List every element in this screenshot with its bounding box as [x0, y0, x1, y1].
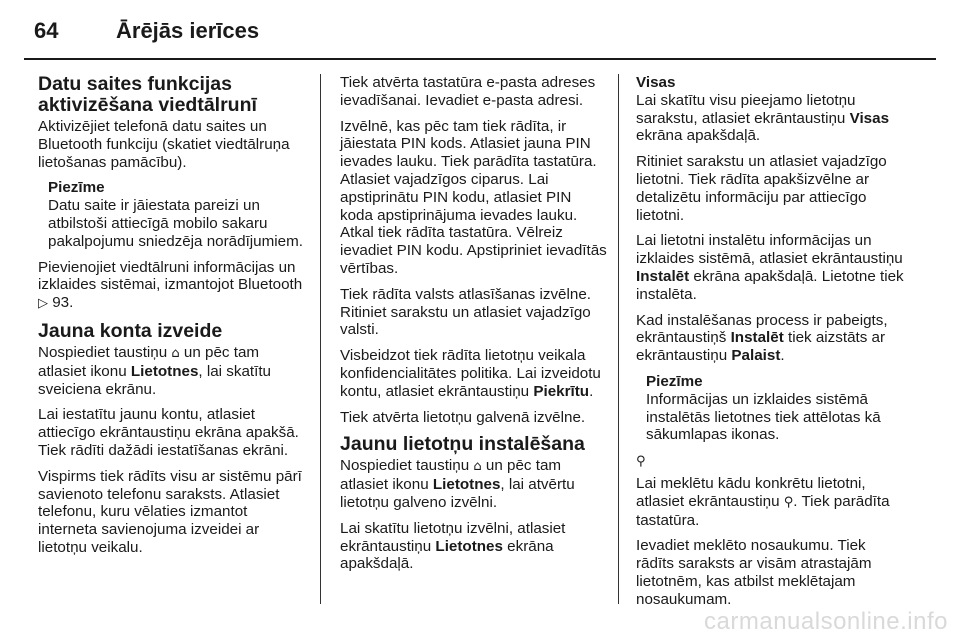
- paragraph: [340, 457, 608, 511]
- paragraph: Pievienojiet viedtālruni informācijas un izklaides sistēmai, izmantojot Bluetooth ▷ 93.: [38, 258, 303, 312]
- paragraph-text: ekrāna apakšdaļā.: [636, 127, 761, 145]
- search-icon: ⚲: [783, 494, 794, 510]
- paragraph-text: un pēc tam atlasiet ikonu: [38, 343, 260, 380]
- column-2: [340, 74, 608, 581]
- watermark: carmanualsonline.info: [704, 608, 948, 635]
- note-block: [646, 373, 904, 444]
- paragraph: Ritiniet sarakstu un atlasiet vajadzīgo lietotni. Tiek rādīta apakšizvēlne ar detalizētu informāciju par attiecīgo lietotni.: [636, 153, 887, 224]
- paragraph-text: Kad instalēšanas process ir pabeigts, ekrāntaustiņš: [636, 311, 888, 347]
- paragraph-text: tiek aizstāts ar ekrāntaustiņu: [636, 329, 886, 365]
- ui-term: Visas: [849, 109, 890, 127]
- note-block: [48, 179, 306, 250]
- paragraph-text: Lai skatītu visu pieejamo lietotņu sarakstu, atlasiet ekrāntaustiņu: [636, 91, 856, 127]
- subheading-visas: Visas: [636, 74, 676, 91]
- ui-term: Piekrītu: [533, 382, 590, 400]
- note-title: Piezīme: [646, 372, 703, 390]
- paragraph-text: . Tiek parādīta tastatūra.: [636, 492, 890, 529]
- paragraph-text: ekrāna apakšdaļā. Lietotne tiek instalēta.: [636, 267, 904, 303]
- heading-line-2: aktivizēšana viedtālrunī: [38, 94, 257, 116]
- paragraph: [636, 92, 904, 145]
- paragraph: [636, 475, 904, 529]
- home-icon: ⌂: [171, 345, 180, 361]
- column-3: [636, 74, 904, 617]
- paragraph-text: .: [780, 347, 785, 365]
- page-number: 64: [34, 18, 59, 43]
- paragraph-text: Lai meklētu kādu konkrētu lietotni, atlasiet ekrāntaustiņu: [636, 474, 866, 510]
- paragraph: Lai iestatītu jaunu kontu, atlasiet attiecīgo ekrāntaustiņu ekrāna apakšā. Tiek rādīti dažādi iestatīšanas ekrāni.: [38, 406, 299, 459]
- paragraph: [340, 520, 608, 573]
- heading-line-1: Datu saites funkcijas: [38, 73, 232, 95]
- paragraph-text: Pievienojiet viedtālruni informācijas un izklaides sistēmai, izmantojot Bluetooth: [38, 258, 303, 294]
- ui-term: Lietotnes: [435, 537, 503, 555]
- section-heading-install-apps: Jaunu lietotņu instalēšana: [340, 433, 585, 456]
- note-text: Datu saite ir jāiestata pareizi un atbilstoši attiecīgā mobilo sakaru pakalpojumu sniedzēja norādījumiem.: [48, 197, 303, 250]
- ui-term: Instalēt: [636, 267, 690, 285]
- paragraph-text: Nospiediet taustiņu: [340, 457, 470, 475]
- paragraph: Izvēlnē, kas pēc tam tiek rādīta, ir jāiestata PIN kods. Atlasiet jauna PIN ievades lauku. Tiek parādīta tastatūra. Atlasiet vajadzīgos ciparus. Lai apstiprinātu PIN kodu, atlasiet PIN koda apstiprinājuma ievades lauku. Atkal tiek rādīta tastatūra. Vēlreiz ievadiet PIN kodu. Apstipriniet ievadītās vērtības.: [340, 117, 607, 277]
- paragraph-text: Visbeidzot tiek rādīta lietotņu veikala konfidencialitātes politika. Lai izveidotu kontu, atlasiet ekrāntaustiņu: [340, 347, 601, 400]
- paragraph: Tiek rādīta valsts atlasīšanas izvēlne. Ritiniet sarakstu un atlasiet vajadzīgo valsti.: [340, 285, 591, 339]
- column-1: [38, 74, 306, 565]
- note-title: Piezīme: [48, 179, 105, 197]
- paragraph: [38, 344, 306, 398]
- paragraph-text: Lai lietotni instalētu informācijas un izklaides sistēmā, atlasiet ekrāntaustiņu: [636, 232, 903, 268]
- home-icon: ⌂: [473, 459, 482, 475]
- paragraph: [340, 347, 608, 400]
- ui-term: Lietotnes: [130, 362, 199, 380]
- search-icon: ⚲: [636, 454, 646, 470]
- header-divider: [24, 58, 936, 60]
- paragraph-text: un pēc tam atlasiet ikonu: [340, 457, 562, 494]
- paragraph: Ievadiet meklēto nosaukumu. Tiek rādīts saraksts ar visām atrastajām lietotnēm, kas atbilst meklētajam nosaukumam.: [636, 537, 872, 608]
- paragraph-text: Lai skatītu lietotņu izvēlni, atlasiet ekrāntaustiņu: [340, 519, 566, 555]
- search-marker: [636, 452, 904, 471]
- paragraph: Tiek atvērta tastatūra e-pasta adreses ievadīšanai. Ievadiet e-pasta adresi.: [340, 74, 596, 109]
- page-reference: 93: [52, 294, 70, 312]
- page-title: Ārējās ierīces: [116, 18, 260, 43]
- paragraph-text: Nospiediet taustiņu: [38, 343, 168, 361]
- triangle-ref-icon: ▷: [38, 296, 48, 312]
- page-header: [24, 12, 936, 48]
- column-divider-2: [618, 74, 619, 604]
- note-text: Informācijas un izklaides sistēmā instalētās lietotnes tiek attēlotas kā sākumlapas ikonas.: [646, 390, 881, 444]
- paragraph-text: , lai atvērtu lietotņu galveno izvēlni.: [340, 476, 575, 511]
- section-heading-data-link: [38, 74, 306, 116]
- paragraph: [636, 312, 904, 365]
- ui-term: Palaist: [731, 347, 781, 365]
- paragraph-text: ekrāna apakšdaļā.: [340, 537, 554, 573]
- ui-term: Lietotnes: [432, 476, 501, 494]
- paragraph-text: , lai skatītu sveiciena ekrānu.: [38, 362, 271, 398]
- ui-term: Instalēt: [730, 329, 784, 347]
- paragraph: Tiek atvērta lietotņu galvenā izvēlne.: [340, 408, 586, 426]
- paragraph: Aktivizējiet telefonā datu saites un Bluetooth funkciju (skatiet viedtālruņa lietošanas pamācību).: [38, 118, 290, 171]
- paragraph-text: .: [589, 382, 594, 400]
- section-heading-new-account: Jauna konta izveide: [38, 319, 223, 342]
- paragraph: [636, 232, 904, 303]
- column-divider-1: [320, 74, 321, 604]
- paragraph: Vispirms tiek rādīts visu ar sistēmu pārī savienoto telefonu saraksts. Atlasiet telefonu, kuru vēlaties izmantot interneta savienojuma izveidei ar lietotņu veikalu.: [38, 467, 302, 556]
